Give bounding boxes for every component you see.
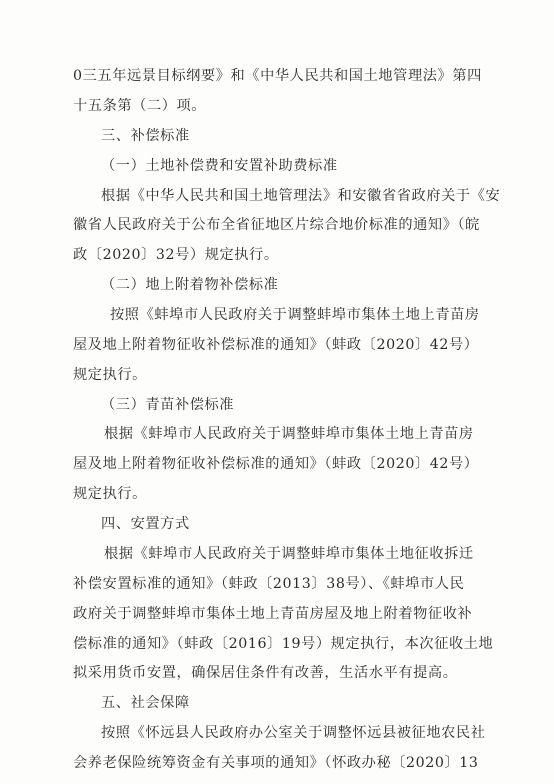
text-line: 按照《蚌埠市人民政府关于调整蚌埠市集体土地上青苗房 (110, 307, 480, 323)
text-line: 会养老保险统筹资金有关事项的通知》（怀政办秘〔2020〕13 (73, 755, 479, 771)
text-line: 屋及地上附着物征收补偿标准的通知》（蚌政〔2020〕42号） (73, 456, 479, 473)
text-line: 徽省人民政府关于公布全省征地区片综合地价标准的通知》（皖 (73, 217, 480, 234)
section-heading: 四、安置方式 (101, 516, 190, 532)
text-line: 根据《蚌埠市人民政府关于调整蚌埠市集体土地上青苗房 (104, 426, 474, 443)
subsection-heading: （二）地上附着物补偿标准 (101, 277, 279, 294)
section-heading: 五、社会保障 (101, 695, 190, 712)
text-line: 偿标准的通知》（蚌政〔2016〕19号）规定执行，本次征收土地 (73, 635, 494, 652)
text-line: 0三五年远景目标纲要》和《中华人民共和国土地管理法》第四 (73, 68, 482, 84)
section-heading: 三、补偿标准 (101, 127, 190, 144)
text-line: 补偿安置标准的通知》（蚌政〔2013〕38号）、《蚌埠市人民 (73, 575, 465, 592)
text-line: 屋及地上附着物征收补偿标准的通知》（蚌政〔2020〕42号） (73, 336, 479, 353)
text-line: 十五条第（二）项。 (73, 97, 207, 114)
subsection-heading: （三）青苗补偿标准 (101, 396, 235, 413)
text-line: 规定执行。 (73, 486, 147, 503)
text-line: 根据《蚌埠市人民政府关于调整蚌埠市集体土地征收拆迁 (104, 545, 474, 562)
text-line: 政〔2020〕32号）规定执行。 (73, 247, 279, 264)
subsection-heading: （一）土地补偿费和安置补助费标准 (101, 157, 338, 174)
text-line: 拟采用货币安置，确保居住条件有改善，生活水平有提高。 (73, 665, 458, 682)
text-line: 政府关于调整蚌埠市集体土地上青苗房屋及地上附着物征收补 (73, 605, 473, 622)
text-line: 规定执行。 (73, 366, 147, 383)
text-line: 按照《怀远县人民政府办公室关于调整怀远县被征地农民社 (101, 725, 486, 742)
text-line: 根据《中华人民共和国土地管理法》和安徽省省政府关于《安 (101, 187, 501, 204)
